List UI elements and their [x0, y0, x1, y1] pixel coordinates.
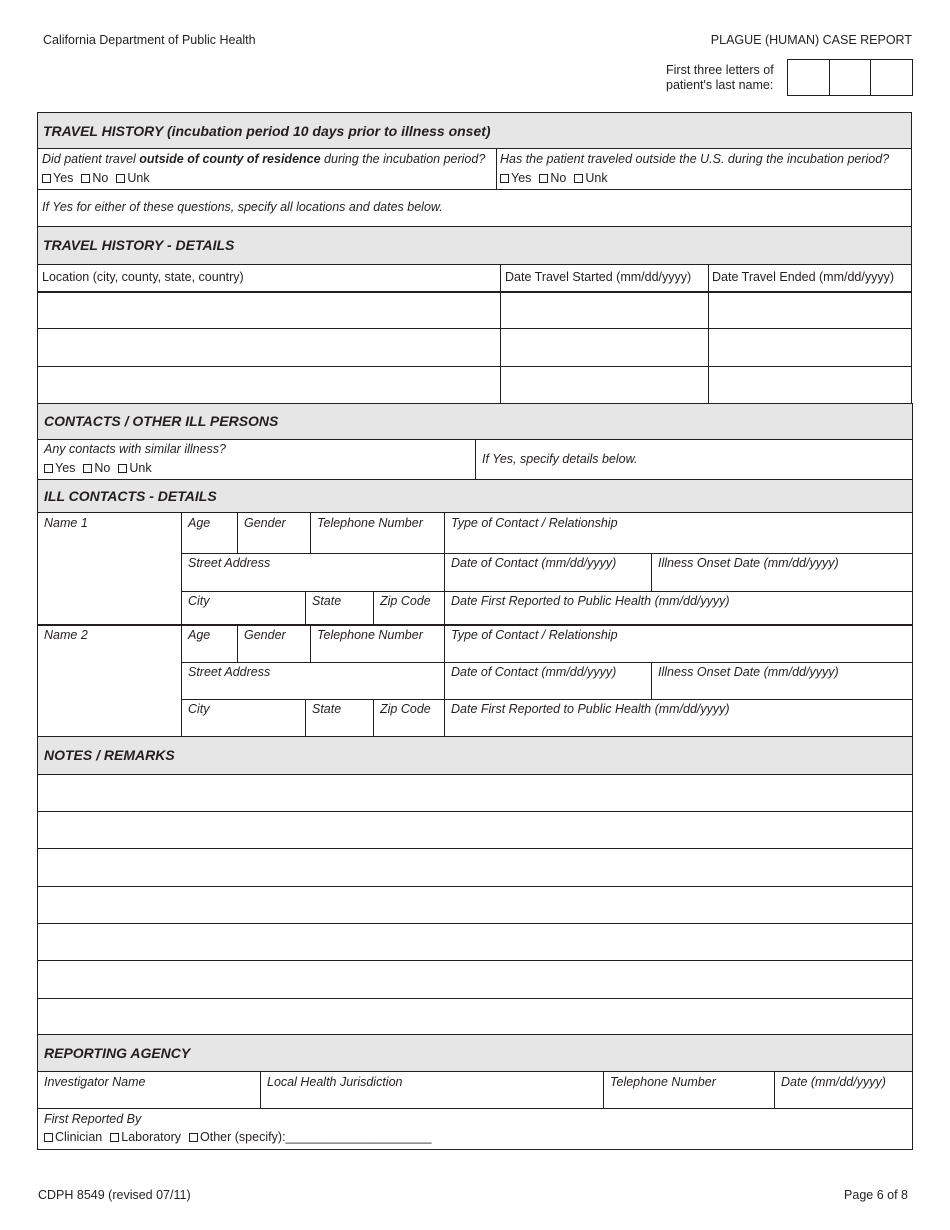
travel-q2-yes[interactable]: [500, 171, 531, 185]
contact1-date-contact-label: Date of Contact (mm/dd/yyyy): [451, 556, 617, 570]
travel-row-2-started[interactable]: [501, 329, 708, 366]
checkbox-icon: [83, 464, 92, 473]
contact1-city-label: City: [188, 594, 210, 608]
contact1-state-label: State: [312, 594, 342, 608]
notes-line-7[interactable]: [38, 999, 912, 1034]
option-label: Unk: [585, 171, 608, 185]
travel-q1-yes[interactable]: [42, 171, 73, 185]
page-number: Page 6 of 8: [844, 1188, 908, 1202]
initials-label-line2: patient's last name:: [666, 78, 774, 92]
first-reported-laboratory[interactable]: [110, 1130, 181, 1144]
contact2-gender-label: Gender: [244, 628, 286, 642]
agency-name: California Department of Public Health: [43, 33, 256, 47]
initials-boxes: [787, 59, 913, 96]
travel-row-2-location[interactable]: [38, 329, 500, 366]
initial-box-2[interactable]: [830, 60, 872, 95]
travel-row-3-location[interactable]: [38, 367, 500, 403]
option-label: No: [94, 461, 111, 475]
checkbox-icon: [44, 464, 53, 473]
travel-q1-no[interactable]: [81, 171, 108, 185]
option-label: Other (specify):_____________________: [200, 1130, 432, 1144]
contacts-no[interactable]: [83, 461, 110, 475]
option-label: Laboratory: [121, 1130, 182, 1144]
travel-q1-post: during the incubation period?: [320, 152, 486, 166]
contact1-type-label: Type of Contact / Relationship: [451, 516, 618, 530]
contacts-question: Any contacts with similar illness?: [44, 442, 227, 456]
initials-label-line1: First three letters of: [666, 63, 774, 77]
travel-q2-no[interactable]: [539, 171, 566, 185]
contact2-telephone-label: Telephone Number: [317, 628, 423, 642]
checkbox-icon: [500, 174, 509, 183]
option-label: Clinician: [55, 1130, 103, 1144]
col-date-ended: Date Travel Ended (mm/dd/yyyy): [712, 270, 895, 284]
reporting-telephone-label: Telephone Number: [610, 1075, 716, 1089]
contact1-street-label: Street Address: [188, 556, 271, 570]
contacts-options: [44, 461, 160, 475]
option-label: Yes: [511, 171, 532, 185]
reporting-title: REPORTING AGENCY: [44, 1045, 191, 1061]
contact1-age-label: Age: [188, 516, 211, 530]
contacts-unk[interactable]: [118, 461, 151, 475]
checkbox-icon: [539, 174, 548, 183]
contact2-street-label: Street Address: [188, 665, 271, 679]
first-reported-clinician[interactable]: [44, 1130, 102, 1144]
first-reported-by-label: First Reported By: [44, 1112, 142, 1126]
contact1-telephone-label: Telephone Number: [317, 516, 423, 530]
col-location: Location (city, county, state, country): [42, 270, 244, 284]
contacts-note: If Yes, specify details below.: [482, 452, 638, 466]
notes-line-4[interactable]: [38, 887, 912, 923]
reporting-date-label: Date (mm/dd/yyyy): [781, 1075, 886, 1089]
contact1-zip-label: Zip Code: [380, 594, 431, 608]
contact1-first-reported-label: Date First Reported to Public Health (mm/dd/yyyy): [451, 594, 730, 608]
travel-history-title: TRAVEL HISTORY (incubation period 10 days prior to illness onset): [43, 123, 491, 139]
initials-label: [666, 63, 786, 93]
travel-row-1-ended[interactable]: [709, 293, 911, 328]
travel-q1-unk[interactable]: [116, 171, 149, 185]
option-label: No: [550, 171, 567, 185]
travel-q1-options: [42, 171, 158, 185]
contact2-name-label: Name 2: [44, 628, 88, 642]
investigator-label: Investigator Name: [44, 1075, 146, 1089]
contact2-zip-label: Zip Code: [380, 702, 431, 716]
contacts-yes[interactable]: [44, 461, 75, 475]
travel-q1-bold: outside of county of residence: [139, 152, 321, 166]
notes-line-5[interactable]: [38, 924, 912, 960]
checkbox-icon: [189, 1133, 198, 1142]
travel-row-3-started[interactable]: [501, 367, 708, 403]
notes-line-3[interactable]: [38, 849, 912, 886]
travel-row-1-location[interactable]: [38, 293, 500, 328]
contact1-name-label: Name 1: [44, 516, 88, 530]
travel-q2-label: Has the patient traveled outside the U.S. during the incubation period?: [500, 152, 890, 166]
notes-line-1[interactable]: [38, 775, 912, 811]
report-title: PLAGUE (HUMAN) CASE REPORT: [710, 33, 912, 47]
checkbox-icon: [44, 1133, 53, 1142]
initial-box-1[interactable]: [788, 60, 830, 95]
travel-row-2-ended[interactable]: [709, 329, 911, 366]
jurisdiction-label: Local Health Jurisdiction: [267, 1075, 403, 1089]
checkbox-icon: [118, 464, 127, 473]
initial-box-3[interactable]: [871, 60, 912, 95]
col-date-started: Date Travel Started (mm/dd/yyyy): [505, 270, 692, 284]
travel-q1-label: [42, 152, 485, 166]
contact1-gender-label: Gender: [244, 516, 286, 530]
travel-row-1-started[interactable]: [501, 293, 708, 328]
notes-line-2[interactable]: [38, 812, 912, 848]
travel-note: If Yes for either of these questions, specify all locations and dates below.: [42, 200, 443, 214]
option-label: Unk: [127, 171, 150, 185]
contact2-city-label: City: [188, 702, 210, 716]
notes-title: NOTES / REMARKS: [44, 747, 175, 763]
contact1-onset-label: Illness Onset Date (mm/dd/yyyy): [658, 556, 839, 570]
contact2-onset-label: Illness Onset Date (mm/dd/yyyy): [658, 665, 839, 679]
travel-details-title: TRAVEL HISTORY - DETAILS: [43, 237, 235, 253]
first-reported-other[interactable]: [189, 1130, 431, 1144]
notes-line-6[interactable]: [38, 961, 912, 998]
option-label: Yes: [53, 171, 74, 185]
checkbox-icon: [110, 1133, 119, 1142]
contact2-type-label: Type of Contact / Relationship: [451, 628, 618, 642]
contact2-age-label: Age: [188, 628, 211, 642]
checkbox-icon: [42, 174, 51, 183]
contact2-first-reported-label: Date First Reported to Public Health (mm/dd/yyyy): [451, 702, 730, 716]
contacts-title: CONTACTS / OTHER ILL PERSONS: [44, 413, 279, 429]
option-label: Unk: [129, 461, 152, 475]
travel-q2-unk[interactable]: [574, 171, 607, 185]
checkbox-icon: [116, 174, 125, 183]
contact2-date-contact-label: Date of Contact (mm/dd/yyyy): [451, 665, 617, 679]
checkbox-icon: [574, 174, 583, 183]
contact2-state-label: State: [312, 702, 342, 716]
form-id: CDPH 8549 (revised 07/11): [38, 1188, 191, 1202]
travel-row-3-ended[interactable]: [709, 367, 911, 403]
checkbox-icon: [81, 174, 90, 183]
option-label: No: [92, 171, 109, 185]
travel-q1-pre: Did patient travel: [42, 152, 140, 166]
option-label: Yes: [55, 461, 76, 475]
first-reported-options: [44, 1130, 439, 1144]
ill-contacts-title: ILL CONTACTS - DETAILS: [44, 488, 217, 504]
travel-q2-options: [500, 171, 616, 185]
